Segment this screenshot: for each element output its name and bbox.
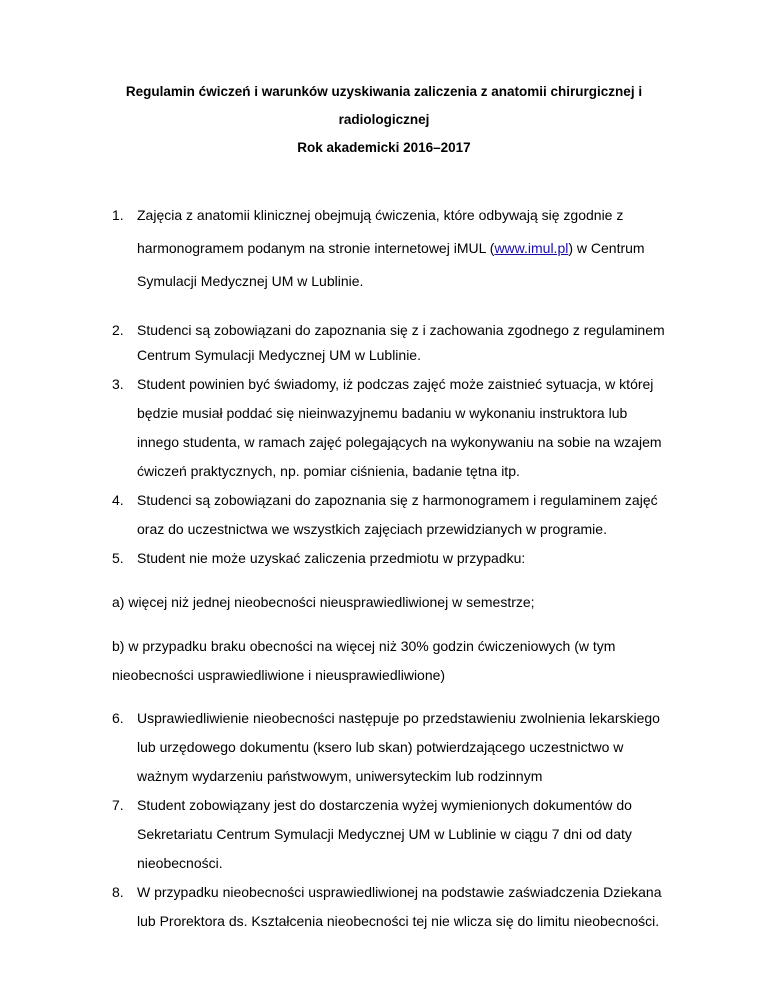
item-8-line: W przypadku nieobecności usprawiedliwionej na podstawie zaświadczenia Dziekana [137, 884, 662, 900]
item-1-line [137, 238, 645, 258]
item-5-subpoint-a: a) więcej niż jednej nieobecności nieusprawiedliwionej w semestrze; [112, 594, 535, 610]
item-3-line: innego studenta, w ramach zajęć polegających na wykonywaniu na sobie na wzajem [137, 434, 662, 450]
item-5-subpoint-b: b) w przypadku braku obecności na więcej niż 30% godzin ćwiczeniowych (w tym [112, 638, 616, 654]
item-7-line: nieobecności. [137, 855, 223, 871]
item-4-line: oraz do uczestnictwa we wszystkich zajęciach przewidzianych w programie. [137, 521, 607, 537]
document-title-line-1: Regulamin ćwiczeń i warunków uzyskiwania zaliczenia z anatomii chirurgicznej i [125, 84, 643, 99]
item-1-text: harmonogramem podanym na stronie internetowej iMUL ( [137, 240, 495, 256]
item-1-text: ) w Centrum [568, 240, 645, 256]
academic-year: Rok akademicki 2016–2017 [297, 140, 471, 155]
item-number: 1. [112, 207, 124, 223]
item-5-line: Student nie może uzyskać zaliczenia przedmiotu w przypadku: [137, 550, 526, 566]
item-4-line: Studenci są zobowiązani do zapoznania się z harmonogramem i regulaminem zajęć [137, 492, 658, 508]
item-number: 8. [112, 884, 124, 900]
item-number: 2. [112, 322, 124, 338]
item-7-line: Student zobowiązany jest do dostarczenia wyżej wymienionych dokumentów do [137, 797, 632, 813]
item-3-line: ćwiczeń praktycznych, np. pomiar ciśnienia, badanie tętna itp. [137, 463, 520, 479]
item-1-line: Symulacji Medycznej UM w Lublinie. [137, 273, 364, 289]
item-5-subpoint-b: nieobecności usprawiedliwione i nieusprawiedliwione) [112, 667, 446, 683]
item-number: 5. [112, 550, 124, 566]
item-8-line: lub Prorektora ds. Kształcenia nieobecności tej nie wlicza się do limitu nieobecności. [137, 913, 660, 929]
item-6-line: lub urzędowego dokumentu (ksero lub skan) potwierdzającego uczestnictwo w [137, 739, 624, 755]
item-7-line: Sekretariatu Centrum Symulacji Medycznej UM w Lublinie w ciągu 7 dni od daty [137, 826, 632, 842]
item-3-line: Student powinien być świadomy, iż podczas zajęć może zaistnieć sytuacja, w której [137, 376, 654, 392]
item-2-line: Studenci są zobowiązani do zapoznania się z i zachowania zgodnego z regulaminem [137, 322, 665, 338]
item-1-line: Zajęcia z anatomii klinicznej obejmują ćwiczenia, które odbywają się zgodnie z [137, 207, 624, 223]
imul-website-link[interactable]: www.imul.pl [494, 240, 569, 256]
item-6-line: Usprawiedliwienie nieobecności następuje po przedstawieniu zwolnienia lekarskiego [137, 710, 660, 726]
document-title-line-2: radiologicznej [338, 112, 430, 127]
item-number: 4. [112, 492, 124, 508]
item-2-line: Centrum Symulacji Medycznej UM w Lublinie. [137, 347, 421, 363]
item-3-line: będzie musiał poddać się nieinwazyjnemu badaniu w wykonaniu instruktora lub [137, 405, 628, 421]
item-number: 7. [112, 797, 124, 813]
item-number: 3. [112, 376, 124, 392]
item-number: 6. [112, 710, 124, 726]
item-6-line: ważnym wydarzeniu państwowym, uniwersyteckim lub rodzinnym [137, 768, 543, 784]
